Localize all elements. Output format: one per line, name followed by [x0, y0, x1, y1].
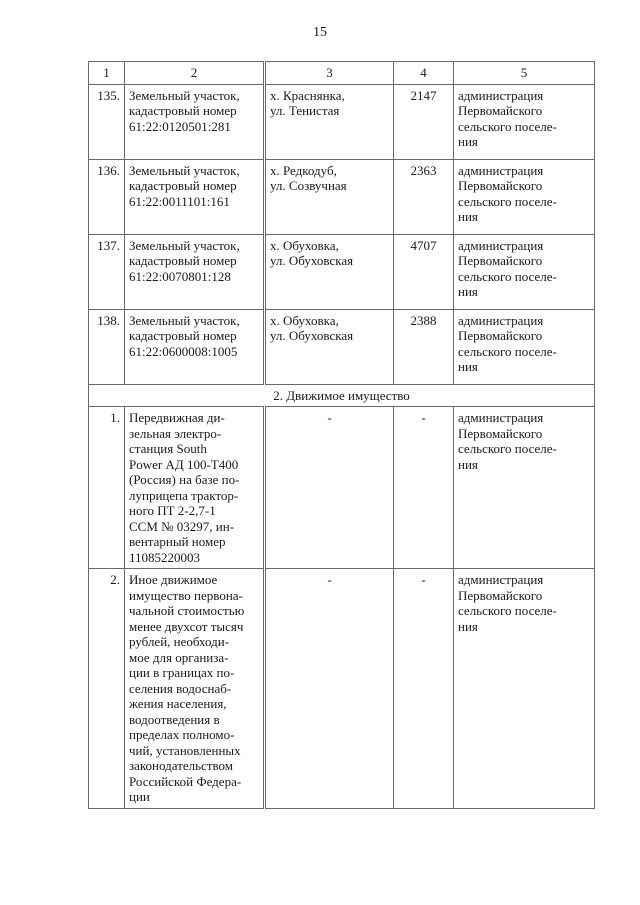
cell-line: Первомайского	[458, 253, 543, 268]
cell-line: имущество первона-	[129, 587, 243, 603]
cell-line: кадастровый номер	[129, 103, 237, 118]
cell-line: сельского поселе-	[458, 603, 557, 618]
table-row	[89, 309, 595, 384]
cell-line: водоотведения в	[129, 711, 220, 727]
cell-line: ния	[458, 209, 478, 224]
area-cell: 2147	[394, 84, 454, 159]
cell-line: мое для организа-	[129, 649, 229, 665]
holder-cell	[454, 407, 595, 569]
cell-line: ния	[458, 456, 478, 472]
object-name-cell	[125, 309, 265, 384]
cell-line: ул. Обуховская	[270, 328, 354, 343]
table-row	[89, 84, 595, 159]
table-row	[89, 234, 595, 309]
cell-line: ния	[458, 618, 478, 634]
holder-cell	[454, 159, 595, 234]
property-registry-table	[88, 61, 595, 809]
cell-line: администрация	[458, 237, 544, 253]
cell-line: 61:22:0011101:161	[129, 193, 230, 209]
cell-line: ния	[458, 359, 478, 374]
cell-line: Российской Федера-	[129, 773, 242, 789]
cell-line: законодательством	[129, 758, 234, 773]
cell-line: вентарный номер	[129, 534, 226, 549]
cell-line: ния	[458, 134, 478, 149]
cell-line: луприцепа трактор-	[129, 487, 239, 503]
holder-cell	[454, 84, 595, 159]
cell-line: администрация	[458, 410, 544, 425]
cell-line: ния	[458, 284, 478, 299]
row-number-cell: 135.	[89, 84, 125, 159]
table-row	[89, 569, 595, 809]
column-header: 2	[125, 62, 265, 85]
cell-line: ССМ № 03297, ин-	[129, 518, 235, 534]
cell-line: менее двухсот тысяч	[129, 618, 244, 634]
cell-line: сельского поселе-	[458, 441, 557, 456]
row-number-cell: 1.	[89, 407, 125, 569]
row-number-cell: 138.	[89, 309, 125, 384]
holder-cell	[454, 234, 595, 309]
page-number: 15	[313, 25, 327, 40]
area-cell: 4707	[394, 234, 454, 309]
cell-line: Первомайского	[458, 178, 543, 193]
cell-line: кадастровый номер	[129, 178, 237, 193]
section-title: 2. Движимое имущество	[89, 384, 595, 407]
cell-line: сельского поселе-	[458, 193, 557, 209]
cell-line: администрация	[458, 162, 544, 178]
cell-line: х. Обуховка,	[270, 312, 339, 328]
object-name-cell	[125, 84, 265, 159]
cell-line: сельского поселе-	[458, 268, 557, 284]
cell-line: сельского поселе-	[458, 343, 557, 359]
cell-line: чальной стоимостью	[129, 603, 245, 618]
row-number-cell: 136.	[89, 159, 125, 234]
section-row	[89, 384, 595, 407]
column-header: 3	[265, 62, 394, 85]
cell-line: ции в границах по-	[129, 665, 235, 680]
cell-line: 61:22:0600008:1005	[129, 343, 238, 359]
cell-line: Земельный участок,	[129, 312, 240, 328]
cell-line: Первомайского	[458, 328, 543, 343]
cell-line: рублей, необходи-	[129, 634, 230, 649]
cell-line: 11085220003	[129, 549, 201, 565]
area-cell: -	[394, 569, 454, 809]
column-header: 4	[394, 62, 454, 85]
cell-line: х. Краснянка,	[270, 87, 345, 103]
cell-line: сельского поселе-	[458, 118, 557, 134]
cell-line: ции	[129, 789, 150, 804]
object-name-cell	[125, 159, 265, 234]
cell-line: Иное движимое	[129, 572, 218, 587]
header-row	[89, 62, 595, 85]
cell-line: Земельный участок,	[129, 162, 240, 178]
address-cell: -	[265, 569, 394, 809]
cell-line: Первомайского	[458, 425, 543, 441]
cell-line: администрация	[458, 572, 544, 587]
area-cell: 2388	[394, 309, 454, 384]
cell-line: пределах полномо-	[129, 727, 235, 742]
address-cell: -	[265, 407, 394, 569]
cell-line: 61:22:0070801:128	[129, 268, 231, 284]
cell-line: кадастровый номер	[129, 328, 237, 343]
cell-line: Первомайского	[458, 103, 543, 118]
cell-line: администрация	[458, 87, 544, 103]
holder-cell	[454, 569, 595, 809]
cell-line: Первомайского	[458, 587, 543, 603]
cell-line: Power АД 100-Т400	[129, 456, 239, 472]
row-number-cell: 2.	[89, 569, 125, 809]
cell-line: селения водоснаб-	[129, 680, 232, 696]
cell-line: х. Обуховка,	[270, 237, 339, 253]
cell-line: Земельный участок,	[129, 87, 240, 103]
cell-line: кадастровый номер	[129, 253, 237, 268]
area-cell: -	[394, 407, 454, 569]
row-number-cell: 137.	[89, 234, 125, 309]
holder-cell	[454, 309, 595, 384]
cell-line: станция South	[129, 441, 207, 456]
object-name-cell	[125, 407, 265, 569]
table-row	[89, 407, 595, 569]
cell-line: Земельный участок,	[129, 237, 240, 253]
cell-line: х. Редкодуб,	[270, 162, 337, 178]
address-cell	[265, 234, 394, 309]
cell-line: 61:22:0120501:281	[129, 118, 231, 134]
area-cell: 2363	[394, 159, 454, 234]
column-header: 5	[454, 62, 595, 85]
address-cell	[265, 159, 394, 234]
column-header: 1	[89, 62, 125, 85]
cell-line: чий, установленных	[129, 742, 241, 758]
cell-line: Передвижная ди-	[129, 410, 225, 425]
cell-line: зельная электро-	[129, 425, 222, 441]
object-name-cell	[125, 569, 265, 809]
table-row	[89, 159, 595, 234]
cell-line: ного ПТ 2-2,7-1	[129, 503, 216, 518]
cell-line: жения населения,	[129, 696, 227, 711]
cell-line: ул. Обуховская	[270, 253, 354, 268]
cell-line: ул. Созвучная	[270, 178, 347, 193]
cell-line: ул. Тенистая	[270, 103, 340, 118]
cell-line: администрация	[458, 312, 544, 328]
address-cell	[265, 309, 394, 384]
object-name-cell	[125, 234, 265, 309]
cell-line: (Россия) на базе по-	[129, 472, 240, 487]
address-cell	[265, 84, 394, 159]
